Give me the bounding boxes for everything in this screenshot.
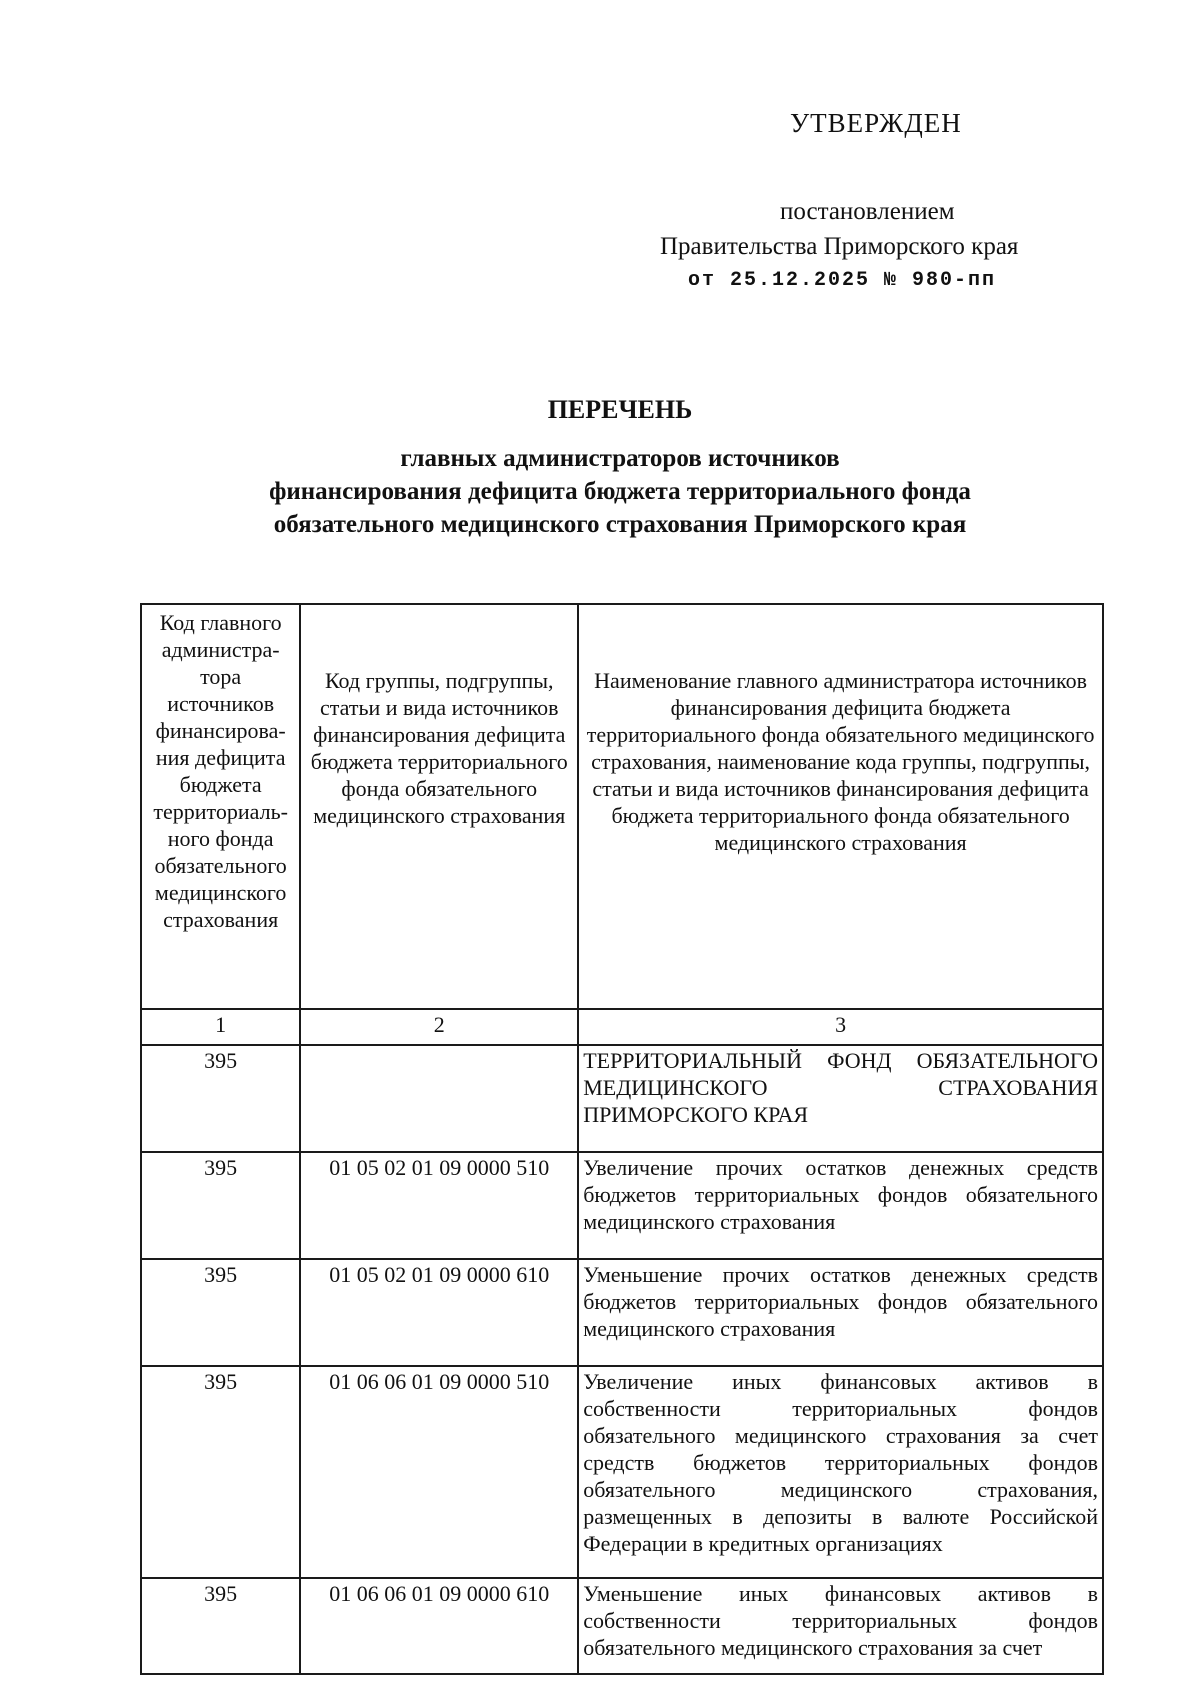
name-cell: Увеличение прочих остатков денежных средств бюджетов территориальных фондов обязательного медицинского страхования (578, 1152, 1103, 1259)
table-row (141, 1366, 1103, 1578)
admin-code-cell: 395 (141, 1578, 300, 1674)
table-row (141, 1578, 1103, 1674)
table-row (141, 1152, 1103, 1259)
subtitle-line-1: главных администраторов источников (400, 445, 840, 472)
administrators-table (140, 603, 1104, 1675)
name-cell: Уменьшение прочих остатков денежных средств бюджетов территориальных фондов обязательного медицинского страхования (578, 1259, 1103, 1366)
admin-code-cell: 395 (141, 1366, 300, 1578)
document-subtitle (0, 442, 1200, 541)
table-header-row (141, 604, 1103, 1009)
column-number: 1 (141, 1009, 300, 1045)
table-row (141, 1259, 1103, 1366)
admin-code-cell: 395 (141, 1152, 300, 1259)
group-code-cell: 01 05 02 01 09 0000 610 (300, 1259, 578, 1366)
approval-date-number: от 25.12.2025 № 980-пп (688, 269, 997, 292)
table-row (141, 1045, 1103, 1152)
column-numbers-row (141, 1009, 1103, 1045)
group-code-cell: 01 06 06 01 09 0000 610 (300, 1578, 578, 1674)
name-cell: Уменьшение иных финансовых активов в собственности территориальных фондов обязательного медицинского страхования за счет (578, 1578, 1103, 1674)
name-cell: Увеличение иных финансовых активов в собственности территориальных фондов обязательного медицинского страхования за счет средств бюджетов территориальных фондов обязательного медицинского страхования, размещенных в депозиты в валюте Российской Федерации в кредитных организациях (578, 1366, 1103, 1578)
approval-by: постановлением (780, 198, 955, 225)
admin-code-cell: 395 (141, 1045, 300, 1152)
group-code-cell: 01 05 02 01 09 0000 510 (300, 1152, 578, 1259)
group-code-cell (300, 1045, 578, 1152)
header-group-code: Код группы, подгруппы, статьи и вида источников финансирования дефицита бюджета территориального фонда обязательного медицинского страхования (300, 604, 578, 1009)
approval-government: Правительства Приморского края (660, 233, 1019, 260)
column-number: 2 (300, 1009, 578, 1045)
name-cell: ТЕРРИТОРИАЛЬНЫЙ ФОНД ОБЯЗАТЕЛЬНОГО МЕДИЦИНСКОГО СТРАХОВАНИЯ ПРИМОРСКОГО КРАЯ (578, 1045, 1103, 1152)
column-number: 3 (578, 1009, 1103, 1045)
subtitle-line-3: обязательного медицинского страхования Приморского края (273, 511, 967, 538)
subtitle-line-2: финансирования дефицита бюджета территориального фонда (269, 478, 971, 505)
header-admin-code: Код главного администра-тора источников финансирова-ния дефицита бюджета территориаль-ного фонда обязательного медицинского страхования (141, 604, 300, 1009)
group-code-cell: 01 06 06 01 09 0000 510 (300, 1366, 578, 1578)
approval-title: УТВЕРЖДЕН (790, 108, 962, 138)
document-title: ПЕРЕЧЕНЬ (547, 395, 693, 424)
admin-code-cell: 395 (141, 1259, 300, 1366)
header-name: Наименование главного администратора источников финансирования дефицита бюджета территориального фонда обязательного медицинского страхования, наименование кода группы, подгруппы, статьи и вида источников финансирования дефицита бюджета территориального фонда обязательного медицинского страхования (578, 604, 1103, 1009)
